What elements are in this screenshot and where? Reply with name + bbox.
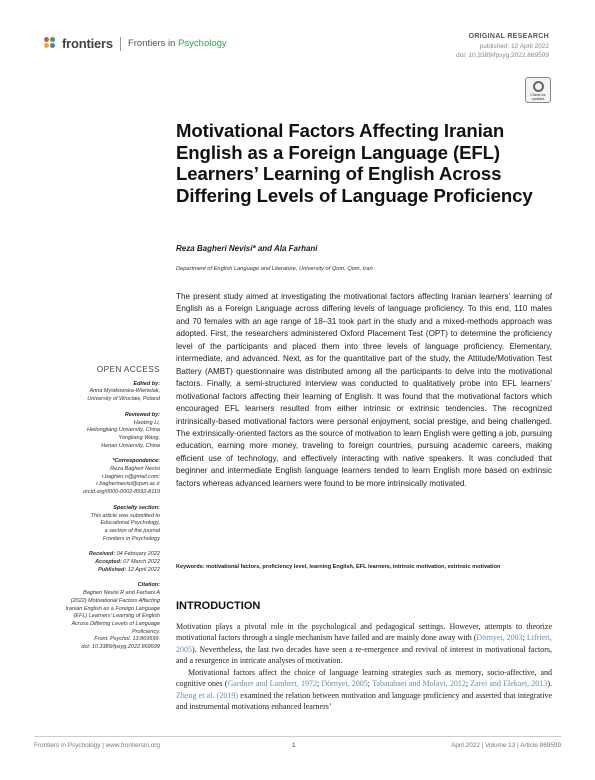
editor-affiliation: University of Wroclaw, Poland [87, 396, 160, 403]
article-info-sidebar [40, 366, 160, 660]
journal-field: Psychology [178, 38, 227, 49]
editor-name: Anna Mystkowska-Wiertelak, [89, 388, 160, 395]
page-number: 1 [292, 742, 296, 749]
reviewer-name: Yongliang Wang, [118, 434, 160, 441]
article-authors[interactable]: Reza Bagheri Nevisi* and Ala Farhani [176, 244, 318, 253]
reviewed-by-heading: Reviewed by: [124, 411, 160, 418]
citation-line: Front. Psychol. 13:869599. [94, 636, 160, 643]
intro-text: ; [465, 679, 471, 689]
open-access-label: OPEN ACCESS [96, 365, 160, 374]
citation-section [40, 582, 160, 651]
citation-link[interactable]: Zheng et al. (2019) [176, 690, 239, 700]
specialty-line: Frontiers in Psychology [102, 535, 160, 542]
reviewed-by-section [40, 412, 160, 451]
received-value: 04 February 2022 [116, 551, 160, 558]
footer-journal[interactable]: Frontiers in Psychology | www.frontiersin.org [34, 742, 160, 749]
intro-text: ; [367, 679, 373, 689]
specialty-line: This article was submitted to [90, 512, 160, 519]
published-date-sidebar [40, 567, 160, 575]
correspondence-heading: *Correspondence: [112, 458, 160, 465]
published-date: published: 12 April 2022 [479, 42, 549, 50]
citation-link[interactable]: Zarei and Elekaei, 2013 [470, 679, 548, 689]
accepted-value: 07 March 2022 [123, 559, 160, 566]
journal-name [128, 38, 227, 49]
intro-text: examined the relation between motivation and language proficiency and asserted that integrative and instrumental motivations enhanced learners’ [176, 690, 553, 712]
citation-line: Bagheri Nevisi R and Farhani A [83, 590, 160, 597]
specialty-line: Educational Psychology, [100, 520, 160, 527]
dates-section [40, 551, 160, 574]
citation-link[interactable]: Lifrieri, 2005 [176, 633, 552, 654]
citation-line: Iranian English as a Foreign Language [65, 605, 160, 612]
keywords: Keywords: motivational factors, proficiency level, learning English, EFL learners, intrinsic motivation, extrinsic motivation [176, 564, 501, 570]
intro-text: Motivation plays a pivotal role in the psychological and pedagogical settings. However, attempts to theorize motivational factors through a single mechanism have failed and are mainly done away with ( [176, 622, 552, 643]
footer-volume-info: April 2022 | Volume 13 | Article 869599 [451, 742, 561, 749]
check-updates-line2: updates [531, 97, 545, 101]
journal-logo[interactable] [44, 36, 227, 51]
citation-link[interactable]: Dörnyei, 2005 [321, 679, 368, 689]
received-date [40, 551, 160, 559]
intro-text: ). Nevertheless, the last two decades have seen a re-emergence and revival of interest in motivational factors, and a resurgence in intricate analyses of motivation. [176, 644, 552, 666]
intro-paragraph [176, 667, 552, 713]
intro-text: ; [316, 679, 322, 689]
received-label: Received: [89, 551, 116, 558]
author-affiliation: Department of English Language and Literature, University of Qom, Qom, Iran [176, 266, 373, 272]
reviewer-affiliation: Heilongjiang University, China [87, 427, 160, 434]
citation-line: Across Differing Levels of Language [71, 620, 160, 627]
intro-text: ). [547, 679, 552, 689]
introduction-heading: INTRODUCTION [176, 600, 261, 612]
article-type: ORIGINAL RESEARCH [468, 33, 549, 40]
email-link[interactable]: r.bagheri.n@gmail.com; [101, 473, 160, 480]
citation-line: (EFL) Learners’ Learning of English [73, 613, 160, 620]
journal-prefix: Frontiers in [127, 38, 179, 49]
frontiers-logo-icon [44, 37, 58, 51]
edited-by-section [40, 381, 160, 404]
published-label: Published: [98, 566, 127, 573]
intro-paragraph [176, 621, 552, 667]
email-link[interactable]: r.bagherinevisi@qom.ac.ir [96, 481, 160, 488]
accepted-label: Accepted: [95, 559, 122, 566]
brand-name: frontiers [62, 36, 113, 51]
reviewer-name: Haoting Li, [133, 419, 160, 426]
citation-line: Proficiency. [131, 628, 160, 635]
citation-line: (2022) Motivational Factors Affecting [70, 597, 160, 604]
check-for-updates-button[interactable] [525, 77, 551, 103]
accepted-date [40, 559, 160, 567]
intro-text: Motivational factors affect the choice of language learning strategies such as memory, socio-affective, and cognitive ones ( [176, 667, 552, 689]
corresponding-author: Reza Bagheri Nevisi [110, 466, 160, 473]
specialty-heading: Specialty section: [113, 504, 160, 511]
specialty-section [40, 505, 160, 544]
abstract-text: The present study aimed at investigating the motivational factors affecting Iranian learners’ learning of English as a Foreign Language across differing levels of language proficiency. To this end, 110 males and 70 females with an age range of 18–31 took part in the study and a mixed-methods approach was adopted. First, the researchers administered Oxford Placement Test (OPT) to determine the proficiency level of the participants and placed them into three levels of language proficiency. Elementary, intermediate, and advanced. Next, as for the quantitative part of the study, the Attitude/Motivation Test Battery (AMBT) questionnaire was distributed among all the participants to delve into the motivational factors. Finally, a semi-structured interview was conducted to qualitatively probe into EFL learners’ motivational factors affecting their learning of English. It was found that the motivational factors which encouraged EFL learners resulted from either intrinsic or extrinsic tendencies. The recognized intrinsically-based motivational factors were personal enjoyment, social prestige, and being challenged. The extrinsically-oriented factors as the source of motivation to learn English were getting a job, pursuing education, earning more money, traveling to foreign countries, pursuing academic careers, making efficient use of technology, and effectively interacting with native speakers. It was concluded that beginner and intermediate English language learners tended to learn English more based on extrinsic factors whereas advanced learners were found to be more intrinsically motivated. [176, 292, 552, 488]
introduction-body [176, 621, 552, 713]
specialty-line: a section of the journal [104, 527, 160, 534]
orcid-link[interactable]: orcid.org/0000-0002-8592-8119 [83, 489, 160, 496]
citation-heading: Citation: [137, 582, 160, 589]
citation-link[interactable]: Tabatabaei and Molavi, 2012 [372, 679, 466, 689]
check-updates-icon [533, 81, 544, 92]
reviewer-affiliation: Henan University, China [101, 442, 160, 449]
logo-divider [120, 37, 121, 51]
footer-divider [34, 736, 561, 737]
article-meta [456, 32, 549, 61]
article-title: Motivational Factors Affecting Iranian English as a Foreign Language (EFL) Learners’ Learning of English Across Differing Levels of Language Proficiency [176, 120, 533, 206]
citation-doi[interactable]: doi: 10.3389/fpsyg.2022.869599 [81, 644, 160, 651]
citation-link[interactable]: Dörnyei, 2003 [476, 633, 523, 643]
intro-text: ; [522, 633, 527, 643]
edited-by-heading: Edited by: [133, 380, 160, 387]
doi-link[interactable]: doi: 10.3389/fpsyg.2022.869599 [456, 52, 549, 59]
correspondence-section [40, 458, 160, 497]
check-updates-label [526, 93, 550, 101]
citation-link[interactable]: Gardner and Lambert, 1972 [227, 679, 317, 689]
check-updates-line1: Check for [530, 93, 546, 97]
published-value: 12 April 2022 [127, 566, 160, 573]
